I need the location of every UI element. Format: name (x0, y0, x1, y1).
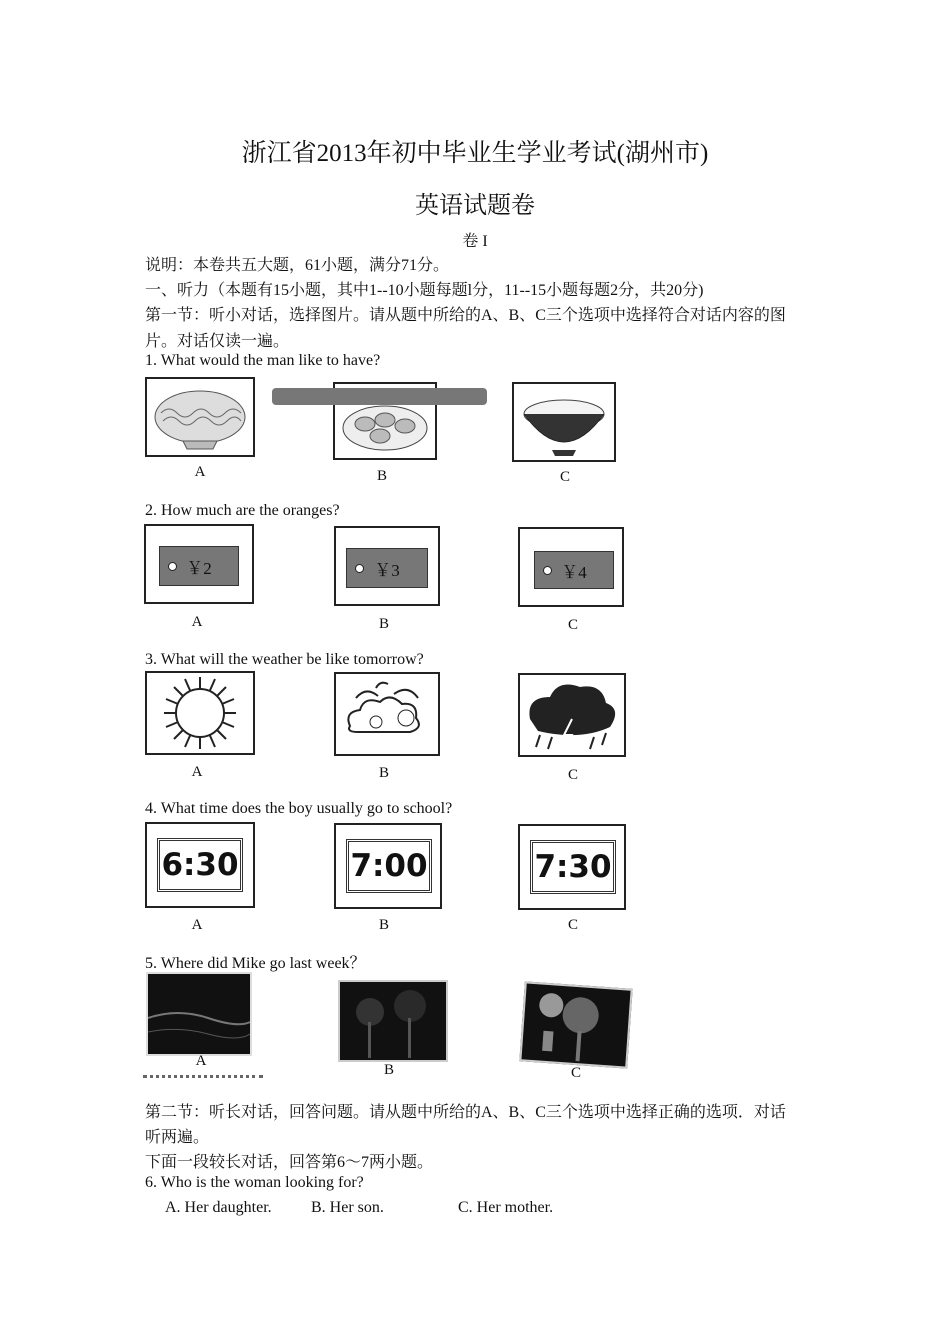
thunderstorm-icon (520, 675, 624, 755)
option-label-1c: C (559, 469, 570, 485)
price-tag-icon (159, 546, 239, 586)
option-label-4c: C (567, 917, 578, 933)
question-5-text: 5. Where did Mike go last week？ (145, 955, 366, 972)
option-5c-photo (519, 981, 632, 1068)
part1-instruction-cont: 片。对话仅读一遍。 (145, 333, 290, 350)
option-label-3c: C (567, 767, 578, 783)
option-6a: A. Her daughter. (165, 1199, 272, 1216)
option-label-2b: B (378, 616, 389, 632)
option-label-5a: A (195, 1053, 207, 1069)
option-label-2c: C (567, 617, 578, 633)
digital-clock-icon: 7:00 (346, 839, 432, 893)
page-title: 浙江省2013年初中毕业生学业考试(湖州市) (241, 140, 709, 167)
option-1c-image (512, 382, 616, 462)
digital-clock-icon: 7:30 (530, 840, 616, 894)
option-6b: B. Her son. (311, 1199, 384, 1216)
price-tag-icon (534, 551, 614, 589)
option-label-5b: B (383, 1062, 394, 1078)
option-4c-image (518, 824, 626, 910)
forest-icon (340, 982, 446, 1060)
option-label-1b: B (376, 468, 387, 484)
part1-instruction: 第一节：听小对话，选择图片。请从题中所给的A、B、C三个选项中选择符合对话内容的图 (145, 307, 786, 324)
option-label-3a: A (191, 764, 203, 780)
option-3c-image (518, 673, 626, 757)
option-3b-image (334, 672, 440, 756)
question-1-text: 1. What would the man like to have? (145, 352, 381, 369)
option-label-3b: B (378, 765, 389, 781)
option-3a-image (145, 671, 255, 755)
question-3-text: 3. What will the weather be like tomorrow? (145, 651, 424, 668)
part2-instruction: 第二节：听长对话，回答问题。请从题中所给的A、B、C三个选项中选择正确的选项．对话 (145, 1104, 786, 1121)
option-label-1a: A (194, 464, 206, 480)
option-label-4b: B (378, 917, 389, 933)
park-icon (521, 983, 630, 1066)
option-5b-photo (338, 980, 448, 1062)
section1-heading: 一、听力（本题有15小题，其中1--10小题每题l分，11--15小题每题2分，共20分) (145, 282, 704, 299)
option-5a-photo (146, 972, 252, 1056)
digital-clock-icon: 6:30 (157, 838, 243, 892)
windy-clouds-icon (336, 674, 438, 754)
page-subtitle: 英语试题卷 (415, 193, 535, 219)
instructions-note: 说明：本卷共五大题，61小题，满分71分。 (145, 257, 450, 274)
scan-artifact (143, 1075, 263, 1083)
noodles-icon (147, 379, 253, 455)
volume-label: 卷 I (462, 233, 488, 250)
night-beach-icon (148, 974, 250, 1054)
option-label-2a: A (191, 614, 203, 630)
option-6c: C. Her mother. (458, 1199, 554, 1216)
option-1a-image (145, 377, 255, 457)
question-2-text: 2. How much are the oranges? (145, 502, 340, 519)
option-label-4a: A (191, 917, 203, 933)
option-4a-image (145, 822, 255, 908)
price-tag-icon (346, 548, 428, 588)
redaction-mark (272, 388, 487, 405)
price-2b: ￥3 (374, 560, 400, 580)
price-2a: ￥2 (186, 558, 212, 578)
option-4b-image (334, 823, 442, 909)
sun-icon (147, 673, 253, 753)
option-2c-image (518, 527, 624, 607)
option-label-5c: C (570, 1065, 581, 1081)
rice-bowl-icon (514, 384, 614, 460)
price-2c: ￥4 (561, 562, 587, 582)
option-2b-image (334, 526, 440, 606)
part2-subheading: 下面一段较长对话，回答第6～7两小题。 (145, 1154, 434, 1171)
option-2a-image (144, 524, 254, 604)
part2-instruction-cont: 听两遍。 (145, 1129, 210, 1146)
question-6-text: 6. Who is the woman looking for? (145, 1174, 364, 1191)
question-4-text: 4. What time does the boy usually go to school? (145, 800, 453, 817)
